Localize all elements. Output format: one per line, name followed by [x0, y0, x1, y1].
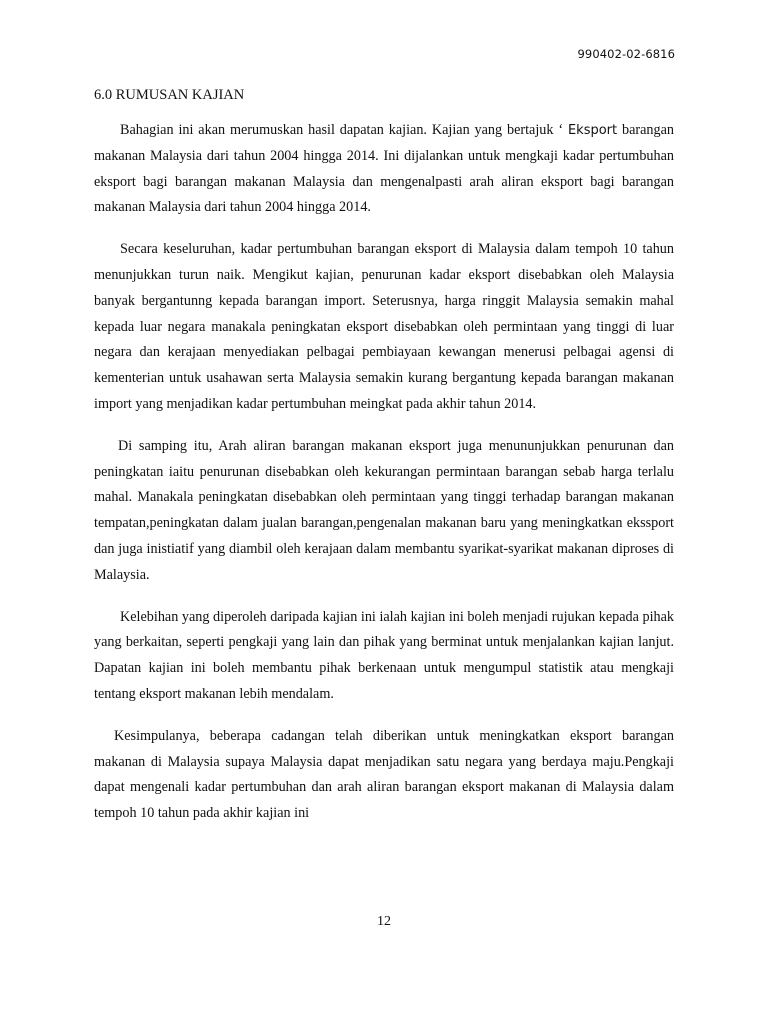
paragraph-conclusion: Kesimpulanya, beberapa cadangan telah diberikan untuk meningkatkan eksport barangan makanan di Malaysia supaya Malaysia dapat menjadikan satu negara yang berdaya maju.Pengkaji dapat mengenali kadar pertumbuhan dan arah aliran barangan eksport makanan di Malaysia dalam tempoh 10 tahun pada akhir kajian ini: [94, 727, 674, 822]
paragraph-trend-direction: Di samping itu, Arah aliran barangan makanan eksport juga menununjukkan penurunan dan peningkatan iaitu penurunan disebabkan oleh kekurangan permintaan barangan sebab harga terlalu mahal. Manakala peningkatan disebabkan oleh permintaan yang tinggi terhadap barangan makanan tempatan,peningkatan dalam jualan barangan,pengenalan makanan baru yang meningkatkan ekssport dan juga inistiatif yang diambil oleh kerajaan dalam membantu syarikat-syarikat makanan diproses di Malaysia.: [94, 437, 674, 583]
page-number: 12: [377, 914, 391, 929]
paragraph-overall-findings: Secara keseluruhan, kadar pertumbuhan barangan eksport di Malaysia dalam tempoh 10 tahun menunjukkan turun naik. Mengikut kajian, penurunan kadar eksport disebabkan oleh Malaysia banyak bergantunng kepada barangan import. Seterusnya, harga ringgit Malaysia semakin mahal kepada luar negara manakala peningkatan eksport disebabkan oleh permintaan yang tinggi di luar negara dan kerajaan menyediakan pelbagai pembiayaan kewangan menerusi pelbagai agensi di kementerian untuk usahawan serta Malaysia semakin kurang bergantung kepada barangan makanan import yang menjadikan kadar pertumbuhan meingkat pada akhir tahun 2014.: [94, 241, 674, 412]
paragraph-introduction: [94, 118, 674, 221]
body-text: [94, 118, 674, 827]
paragraph-introduction-keyword: Eksport: [567, 123, 618, 138]
paragraph-benefits: Kelebihan yang diperoleh daripada kajian ini ialah kajian ini boleh menjadi rujukan kepada pihak yang berkaitan, seperti pengkaji yang lain dan pihak yang berminat untuk menjalankan kajian lanjut. Dapatan kajian ini boleh membantu pihak berkenaan untuk mengumpul statistik atau mengkaji tentang eksport makanan lebih mendalam.: [94, 608, 674, 702]
section-title: 6.0 RUMUSAN KAJIAN: [94, 87, 245, 103]
document-id-header: 990402-02-6816: [577, 47, 675, 61]
paragraph-introduction-start: Bahagian ini akan merumuskan hasil dapatan kajian. Kajian yang bertajuk ‘: [120, 122, 568, 138]
paragraph-introduction-end: barangan makanan Malaysia dari tahun 2004 hingga 2014. Ini dijalankan untuk mengkaji kadar pertumbuhan eksport bagi barangan makanan Malaysia dan mengenalpasti arah aliran eksport bagi barangan makanan Malaysia dari tahun 2004 hingga 2014.: [94, 122, 674, 216]
